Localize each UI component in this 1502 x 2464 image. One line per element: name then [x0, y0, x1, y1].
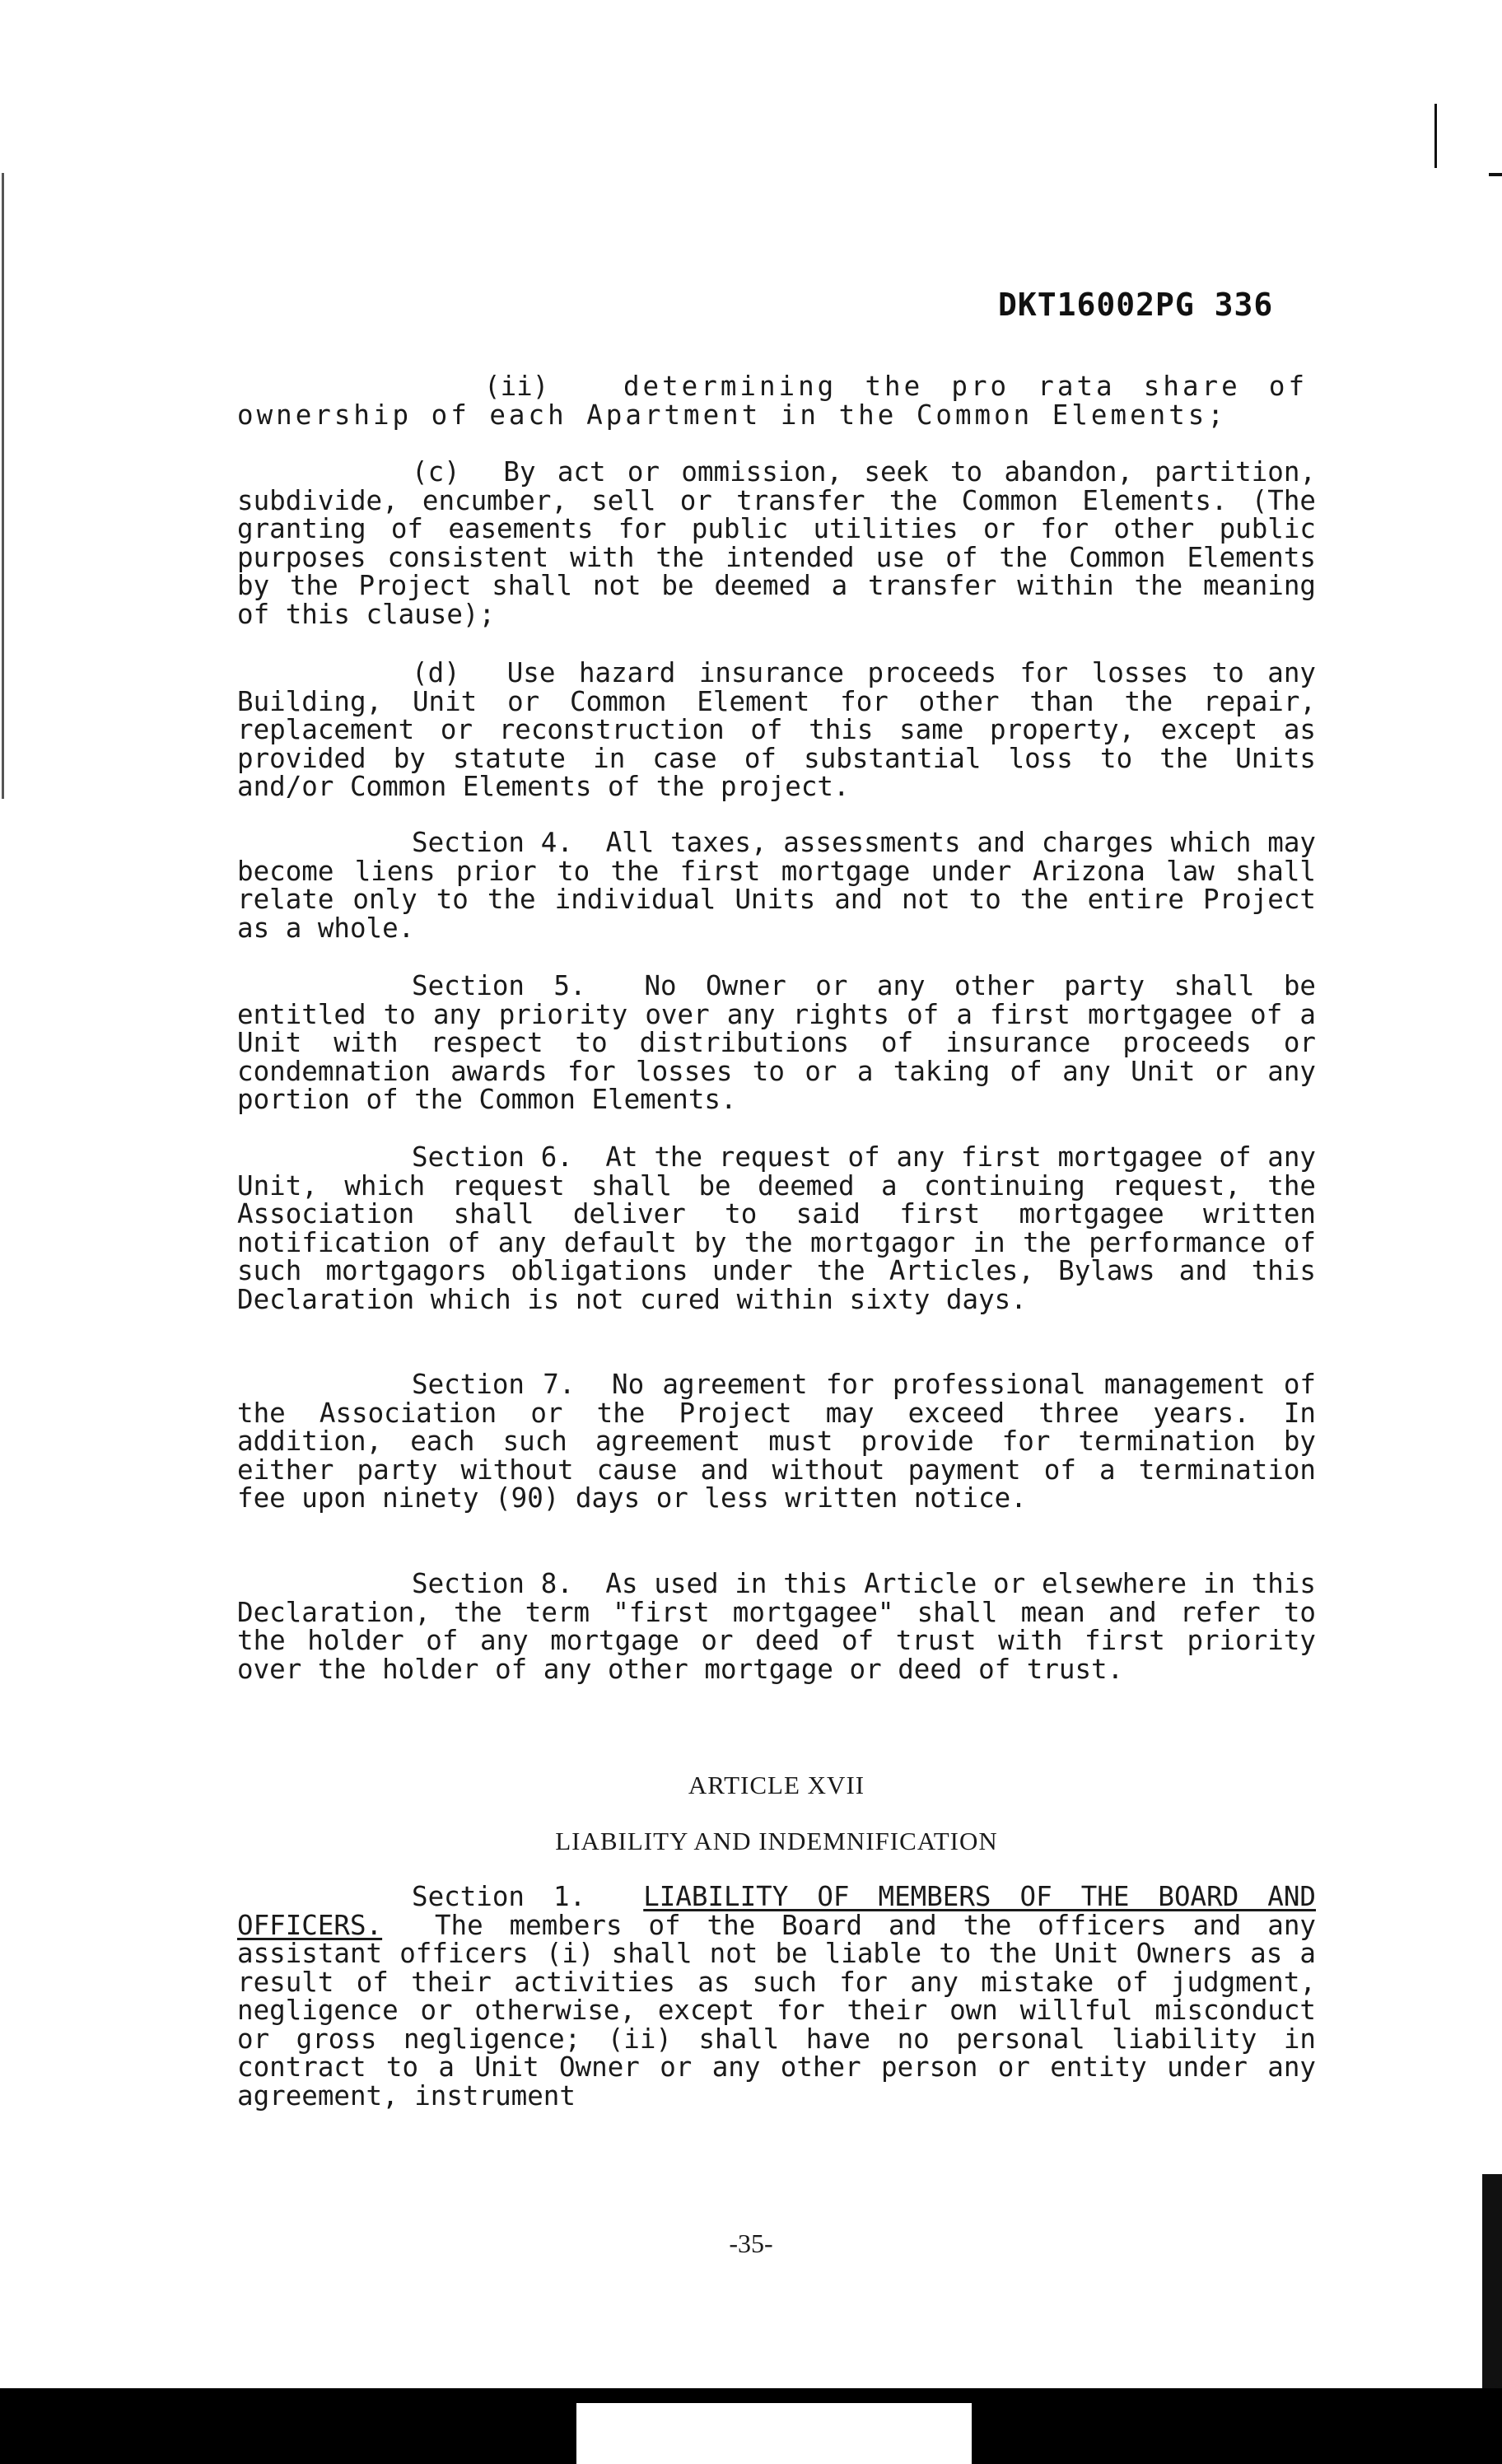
section-5 — [237, 972, 1316, 1114]
clause-lead: (ii) — [484, 371, 549, 402]
section-lead: Section 1. — [412, 1881, 586, 1912]
article-title: LIABILITY AND INDEMNIFICATION — [555, 1827, 998, 1855]
article-number: ARTICLE XVII — [688, 1771, 865, 1799]
scan-bottom-gap — [576, 2403, 972, 2464]
clause-lead: (d) — [412, 657, 460, 688]
section-8 — [237, 1570, 1316, 1683]
scan-edge-shadow — [1482, 2174, 1502, 2388]
section-heading: LIABILITY OF MEMBERS OF THE BOARD AND OFFICERS. — [237, 1881, 1316, 1941]
section-6 — [237, 1143, 1316, 1314]
clause-d — [237, 659, 1316, 801]
scan-edge-line — [2, 173, 4, 799]
section-7 — [237, 1370, 1316, 1513]
clause-ii — [237, 372, 1308, 429]
section-text: No Owner or any other party shall be entitled to any priority over any rights of a first mortgagee of a Unit with respect to distributions of insurance proceeds or condemnation awards for losses to or a taking of any Unit or any portion of the Common Elements. — [237, 970, 1316, 1115]
scan-mark — [1489, 173, 1502, 176]
page-number: -35- — [729, 2228, 773, 2258]
clause-text: determining the pro rata share of ownership of each Apartment in the Common Elements; — [237, 371, 1308, 431]
section-text: No agreement for professional management of the Association or the Project may exceed three years. In addition, each such agreement must provide for termination by either party without cause and without payment of a termination fee upon ninety (90) days or less written notice. — [237, 1369, 1316, 1514]
article-section-1 — [237, 1883, 1316, 2110]
recording-stamp: DKT16002PG 336 — [998, 287, 1274, 323]
section-text: As used in this Article or elsewhere in this Declaration, the term "first mortgagee" shall mean and refer to the holder of any mortgage or deed of trust with first priority over the holder of any other mortgage or deed of trust. — [237, 1568, 1316, 1685]
section-4 — [237, 828, 1316, 942]
scan-mark — [1434, 104, 1437, 168]
clause-text: Use hazard insurance proceeds for losses to any Building, Unit or Common Element for other than the repair, replacement or reconstruction of this same property, except as provided by statute in case of substantial loss to the Units and/or Common Elements of the project. — [237, 657, 1316, 802]
section-text: All taxes, assessments and charges which may become liens prior to the first mortgage under Arizona law shall relate only to the individual Units and not to the entire Project as a whole. — [237, 827, 1316, 944]
section-lead: Section 5. — [412, 970, 586, 1001]
clause-lead: (c) — [412, 456, 460, 488]
section-lead: Section 6. — [412, 1141, 573, 1173]
section-text: At the request of any first mortgagee of any Unit, which request shall be deemed a continuing request, the Association shall deliver to said first mortgagee written notification of any default by the mortgagor in the performance of such mortgagors obligations under the Articles, Bylaws and this Declaration which is not cured within sixty days. — [237, 1141, 1316, 1315]
section-lead: Section 7. — [412, 1369, 576, 1400]
section-lead: Section 4. — [412, 827, 573, 858]
clause-text: By act or ommission, seek to abandon, partition, subdivide, encumber, sell or transfer the Common Elements. (The granting of easements for public utilities or for other public purposes consistent with the intended use of the Common Elements by the Project shall not be deemed a transfer within the meaning of this clause); — [237, 456, 1316, 630]
clause-c — [237, 458, 1316, 628]
section-text: The members of the Board and the officers and any assistant officers (i) shall not be liable to the Unit Owners as a result of their activities as such for any mistake of judgment, negligence or otherwise, except for their own willful misconduct or gross negligence; (ii) shall have no personal liability in contract to a Unit Owner or any other person or entity under any agreement, instrument — [237, 1909, 1316, 2112]
section-lead: Section 8. — [412, 1568, 573, 1599]
